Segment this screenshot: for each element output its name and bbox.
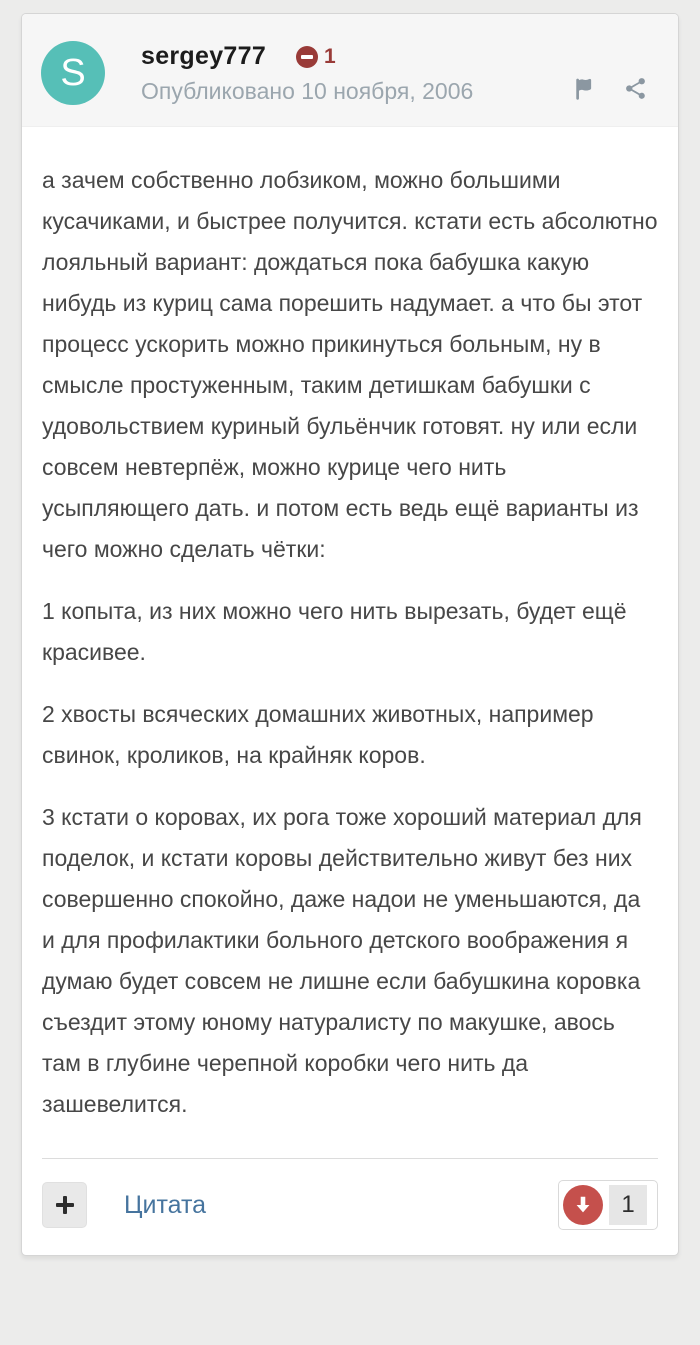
vote-widget xyxy=(558,1180,658,1230)
quote-link[interactable]: Цитата xyxy=(124,1190,207,1219)
share-icon[interactable] xyxy=(623,76,648,101)
reputation-count: 1 xyxy=(324,44,336,68)
reputation-badge xyxy=(296,45,336,69)
post-footer xyxy=(22,1159,678,1255)
flag-icon[interactable] xyxy=(572,75,599,102)
post-date: Опубликовано 10 ноября, 2006 xyxy=(141,78,474,104)
multiquote-button[interactable] xyxy=(42,1182,87,1228)
plus-icon xyxy=(54,1194,76,1216)
post-paragraph: 1 копыта, из них можно чего нить вырезать, будет ещё красивее. xyxy=(42,598,627,665)
author-username-link[interactable]: sergey777 xyxy=(141,42,267,70)
avatar[interactable]: S xyxy=(41,41,105,105)
post-paragraph: 3 кстати о коровах, их рога тоже хороший материал для поделок, и кстати коровы действительно живут без них совершенно спокойно, даже надои не уменьшаются, да и для профилактики больного детского воображения я думаю будет совсем не лишне если бабушкина коровка съездит этому юному натуралисту по макушке, авось там в глубине черепной коробки чего нить да зашевелится. xyxy=(42,804,642,1117)
author-name-row xyxy=(141,42,473,71)
post-body xyxy=(22,127,678,1158)
downvote-button[interactable] xyxy=(563,1185,603,1225)
post-paragraph: а зачем собственно лобзиком, можно большими кусачиками, и быстрее получится. кстати есть абсолютно лояльный вариант: дождаться пока бабушка какую нибудь из куриц сама порешить надумает. а что бы этот процесс ускорить можно прикинуться больным, ну в смысле простуженным, таким детишкам бабушки с удовольствием куриный бульёнчик готовят. ну или если совсем невтерпёж, можно курице чего нить усыпляющего дать. и потом есть ведь ещё варианты из чего можно сделать чётки: xyxy=(42,167,658,562)
minus-circle-icon xyxy=(296,46,318,68)
forum-post-card xyxy=(21,13,679,1256)
post-header-info xyxy=(141,41,473,105)
vote-count: 1 xyxy=(609,1185,647,1225)
arrow-down-icon xyxy=(572,1194,594,1216)
post-header-actions xyxy=(572,75,648,105)
post-paragraph: 2 хвосты всяческих домашних животных, например свинок, кроликов, на крайняк коров. xyxy=(42,701,594,768)
post-header xyxy=(22,14,678,127)
